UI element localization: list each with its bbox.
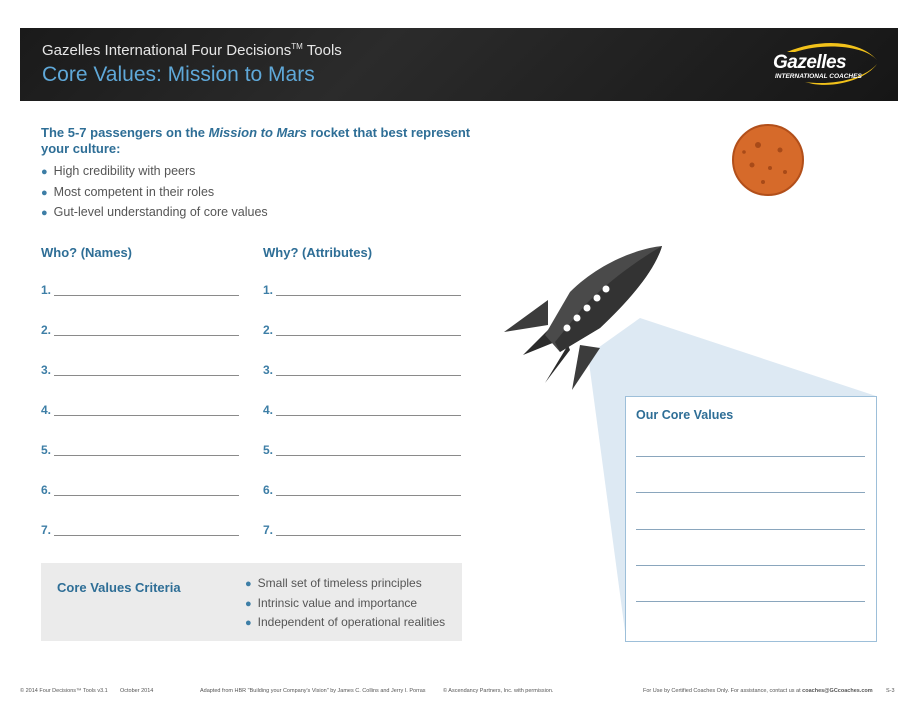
- list-item: ● High credibility with peers: [41, 164, 196, 178]
- core-values-title: Our Core Values: [636, 408, 734, 422]
- footer-date: October 2014: [120, 688, 154, 694]
- footer-page-number: S-3: [886, 688, 895, 694]
- page-title: Core Values: Mission to Mars: [42, 63, 315, 86]
- footer-version: © 2014 Four Decisions™ Tools v3.1: [20, 688, 108, 694]
- criteria-title: Core Values Criteria: [57, 580, 181, 595]
- footer-contact: For Use by Certified Coaches Only. For assistance, contact us at coaches@GCcoaches.com: [643, 688, 873, 694]
- list-item: ● Intrinsic value and importance: [245, 595, 418, 610]
- gazelles-logo: Gazelles INTERNATIONAL COACHES: [765, 38, 880, 90]
- core-value-line[interactable]: [636, 492, 865, 493]
- core-value-line[interactable]: [636, 601, 865, 602]
- core-value-line[interactable]: [636, 456, 865, 457]
- why-header: Why? (Attributes): [263, 245, 373, 260]
- list-item: ● Gut-level understanding of core values: [41, 205, 268, 219]
- our-core-values-box: [625, 396, 877, 642]
- mars-icon: [733, 125, 803, 195]
- header-supertitle: Gazelles International Four Decisions™ Tools: [42, 42, 342, 59]
- core-value-line[interactable]: [636, 565, 865, 566]
- footer-copyright: © Ascendancy Partners, Inc. with permission.: [443, 688, 554, 694]
- list-item: ● Small set of timeless principles: [245, 576, 422, 590]
- who-header: Who? (Names): [41, 245, 132, 260]
- list-item: ● Independent of operational realities: [245, 615, 446, 629]
- intro-heading: The 5-7 passengers on the Mission to Mars rocket that best represent your culture:: [41, 125, 471, 156]
- footer-email[interactable]: coaches@GCcoaches.com: [802, 688, 873, 694]
- core-value-line[interactable]: [636, 529, 865, 530]
- footer-adapted: Adapted from HBR "Building your Company's Vision" by James C. Collins and Jerry I. Porras: [200, 688, 426, 694]
- list-item: ● Most competent in their roles: [41, 184, 215, 199]
